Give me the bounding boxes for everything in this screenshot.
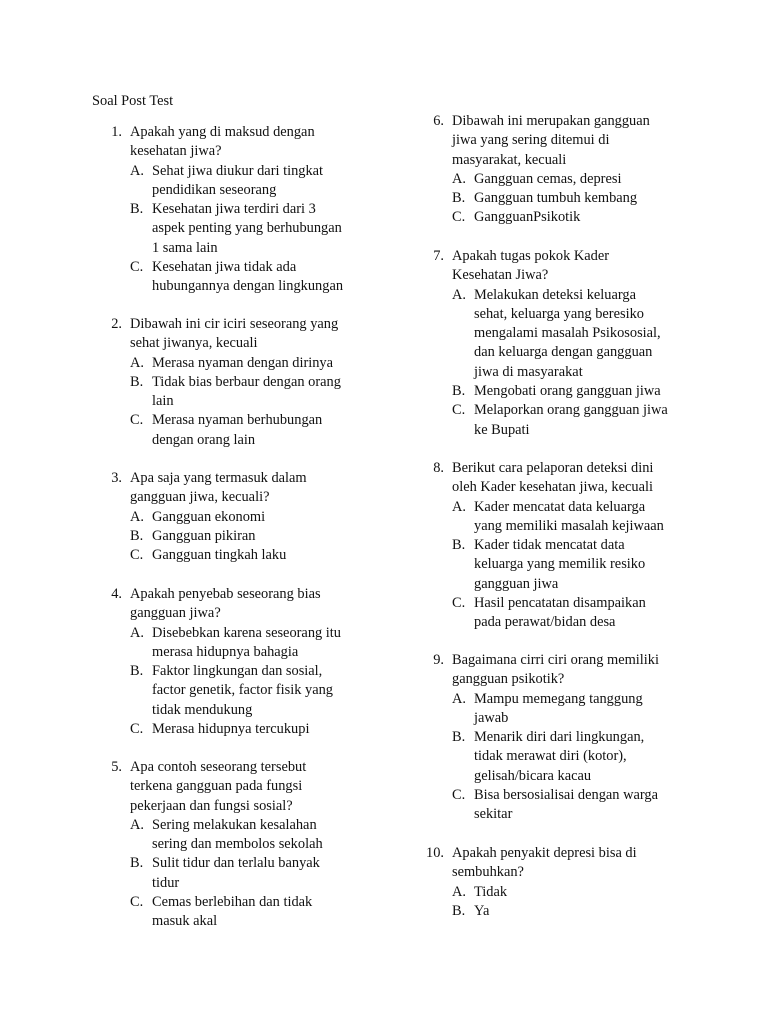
- question-text-line: pekerjaan dan fungsi sosial?: [130, 797, 293, 814]
- option-letter: A.: [452, 286, 466, 303]
- option-text-line: pendidikan seseorang: [152, 181, 277, 198]
- option-text: [474, 498, 664, 537]
- answer-options: [452, 498, 664, 633]
- option-text: [474, 883, 637, 902]
- answer-option: [452, 382, 668, 401]
- question-text-line: terkena gangguan pada fungsi: [130, 778, 303, 795]
- option-text: [152, 816, 323, 855]
- option-text-line: Tidak: [474, 883, 508, 900]
- answer-option: [452, 728, 659, 786]
- option-letter: C.: [130, 894, 144, 911]
- option-text-line: sehat, keluarga yang beresiko: [474, 305, 644, 322]
- option-letter: C.: [452, 402, 466, 419]
- option-text: [152, 546, 307, 565]
- option-letter: A.: [452, 690, 466, 707]
- answer-option: [130, 662, 341, 720]
- option-letter: B.: [452, 383, 466, 400]
- question-text: [130, 469, 307, 508]
- option-text-line: Disebebkan karena seseorang itu: [152, 624, 342, 641]
- option-letter: A.: [130, 354, 144, 371]
- answer-options: [130, 624, 341, 740]
- option-text-line: Hasil pencatatan disampaikan: [474, 595, 646, 612]
- option-text: [474, 690, 659, 729]
- option-text-line: Mampu memegang tanggung: [474, 690, 643, 707]
- answer-option: [130, 527, 307, 546]
- option-text-line: GangguanPsikotik: [474, 209, 581, 226]
- option-text-line: Melakukan deteksi keluarga: [474, 286, 636, 303]
- answer-option: [452, 902, 637, 921]
- option-text: [152, 411, 341, 450]
- option-letter: B.: [130, 373, 144, 390]
- option-text-line: tidak mendukung: [152, 701, 253, 718]
- option-text-line: Ya: [474, 902, 490, 919]
- option-text-line: Merasa nyaman dengan dirinya: [152, 354, 334, 371]
- question-text: [452, 247, 668, 286]
- option-text-line: Gangguan pikiran: [152, 527, 256, 544]
- option-text-line: masuk akal: [152, 913, 218, 930]
- option-text-line: 1 sama lain: [152, 239, 218, 256]
- option-text: [152, 258, 343, 297]
- option-text: [474, 189, 650, 208]
- question-number: 8.: [433, 460, 444, 476]
- question-10: [414, 844, 637, 921]
- question-text-line: gangguan psikotik?: [452, 671, 565, 688]
- option-text-line: dan keluarga dengan gangguan: [474, 344, 653, 361]
- question-text: [452, 844, 637, 883]
- option-text-line: hubungannya dengan lingkungan: [152, 278, 344, 295]
- option-letter: B.: [452, 729, 466, 746]
- answer-option: [130, 854, 323, 893]
- option-letter: C.: [130, 547, 144, 564]
- question-number: 10.: [426, 845, 444, 861]
- option-text-line: keluarga yang memilik resiko: [474, 556, 646, 573]
- question-number: 7.: [433, 248, 444, 264]
- option-text-line: tidur: [152, 874, 180, 891]
- question-1: [92, 123, 343, 297]
- question-text: [130, 585, 341, 624]
- option-text: [152, 373, 341, 412]
- option-text-line: Gangguan tumbuh kembang: [474, 190, 638, 207]
- answer-options: [130, 816, 323, 932]
- option-text: [474, 786, 659, 825]
- question-text-line: sehat jiwanya, kecuali: [130, 335, 258, 352]
- page-title: Soal Post Test: [92, 93, 174, 109]
- option-text-line: Kader mencatat data keluarga: [474, 498, 646, 515]
- answer-option: [130, 508, 307, 527]
- option-letter: A.: [130, 162, 144, 179]
- answer-options: [452, 883, 637, 922]
- option-text-line: Kesehatan jiwa tidak ada: [152, 259, 297, 276]
- question-text-line: Dibawah ini merupakan gangguan: [452, 113, 650, 129]
- option-letter: B.: [130, 527, 144, 544]
- answer-option: [130, 354, 341, 373]
- option-text-line: sering dan membolos sekolah: [152, 836, 323, 853]
- answer-option: [130, 162, 343, 201]
- option-text-line: Sehat jiwa diukur dari tingkat: [152, 162, 324, 179]
- question-number: 4.: [111, 586, 122, 602]
- answer-option: [130, 373, 341, 412]
- question-text-line: Apakah penyebab seseorang bias: [130, 586, 321, 602]
- option-text-line: factor genetik, factor fisik yang: [152, 682, 334, 699]
- option-text-line: Sulit tidur dan terlalu banyak: [152, 855, 320, 872]
- answer-options: [130, 162, 343, 297]
- option-text-line: Gangguan ekonomi: [152, 508, 266, 525]
- answer-option: [452, 401, 668, 440]
- option-letter: A.: [452, 498, 466, 515]
- answer-options: [130, 508, 307, 566]
- option-text: [474, 208, 650, 227]
- option-text-line: Tidak bias berbaur dengan orang: [152, 373, 341, 390]
- option-letter: A.: [130, 624, 144, 641]
- answer-option: [452, 883, 637, 902]
- option-text: [474, 382, 668, 401]
- option-text-line: gelisah/bicara kacau: [474, 767, 592, 784]
- option-letter: B.: [452, 902, 466, 919]
- question-text-line: sembuhkan?: [452, 864, 524, 881]
- option-letter: C.: [452, 209, 466, 226]
- answer-option: [452, 690, 659, 729]
- question-text-line: gangguan jiwa, kecuali?: [130, 489, 270, 506]
- question-5: [92, 758, 323, 932]
- option-text: [152, 854, 323, 893]
- option-letter: B.: [452, 537, 466, 554]
- answer-option: [130, 816, 323, 855]
- option-text: [152, 527, 307, 546]
- option-letter: C.: [130, 412, 144, 429]
- question-text: [130, 315, 341, 354]
- question-text-line: kesehatan jiwa?: [130, 143, 222, 160]
- option-text: [474, 170, 650, 189]
- option-letter: B.: [452, 190, 466, 207]
- option-text-line: aspek penting yang berhubungan: [152, 220, 342, 237]
- option-text: [152, 200, 343, 258]
- answer-option: [452, 786, 659, 825]
- answer-option: [130, 624, 341, 663]
- option-text-line: Bisa bersosialisai dengan warga: [474, 787, 658, 804]
- option-letter: A.: [130, 816, 144, 833]
- question-text: [452, 651, 659, 690]
- option-text-line: Gangguan cemas, depresi: [474, 170, 622, 187]
- answer-options: [452, 286, 668, 440]
- option-text: [152, 624, 341, 663]
- answer-option: [130, 200, 343, 258]
- option-text-line: Kader tidak mencatat data: [474, 537, 625, 554]
- question-text-line: Apakah tugas pokok Kader: [452, 248, 610, 264]
- option-text: [152, 162, 343, 201]
- option-text-line: ke Bupati: [474, 421, 530, 438]
- question-number: 5.: [111, 759, 122, 775]
- question-number: 9.: [433, 652, 444, 668]
- question-number: 6.: [433, 113, 444, 129]
- option-letter: A.: [452, 170, 466, 187]
- question-text: [130, 123, 343, 162]
- question-7: [414, 247, 668, 440]
- option-text-line: jawab: [474, 709, 509, 726]
- option-letter: C.: [452, 787, 466, 804]
- answer-option: [130, 546, 307, 565]
- answer-option: [452, 286, 668, 382]
- answer-option: [452, 189, 650, 208]
- question-text-line: Apakah penyakit depresi bisa di: [452, 845, 637, 861]
- option-letter: C.: [130, 259, 144, 276]
- question-number: 1.: [111, 124, 122, 140]
- question-text: [130, 758, 323, 816]
- option-text-line: lain: [152, 393, 174, 410]
- answer-options: [452, 690, 659, 825]
- question-number: 3.: [111, 470, 122, 486]
- question-text-line: jiwa yang sering ditemui di: [452, 132, 610, 149]
- option-letter: B.: [130, 663, 144, 680]
- option-text-line: Sering melakukan kesalahan: [152, 816, 317, 833]
- option-text-line: pada perawat/bidan desa: [474, 614, 616, 631]
- option-text-line: Merasa hidupnya tercukupi: [152, 721, 310, 738]
- option-text-line: dengan orang lain: [152, 431, 256, 448]
- question-4: [92, 585, 341, 739]
- option-text: [474, 902, 637, 921]
- question-9: [414, 651, 659, 825]
- question-text-line: masyarakat, kecuali: [452, 151, 567, 168]
- option-text-line: Menarik diri dari lingkungan,: [474, 729, 645, 746]
- answer-option: [452, 208, 650, 227]
- option-text: [474, 728, 659, 786]
- option-text-line: tidak merawat diri (kotor),: [474, 748, 627, 765]
- question-8: [414, 459, 664, 633]
- option-text: [474, 401, 668, 440]
- option-letter: C.: [452, 595, 466, 612]
- option-text: [474, 286, 668, 382]
- option-text-line: yang memiliki masalah kejiwaan: [474, 517, 664, 534]
- option-text-line: Mengobati orang gangguan jiwa: [474, 383, 661, 400]
- option-text-line: sekitar: [474, 806, 513, 823]
- question-3: [92, 469, 307, 565]
- question-text-line: Apa contoh seseorang tersebut: [130, 759, 307, 775]
- question-6: [414, 112, 650, 228]
- question-number: 2.: [111, 316, 122, 332]
- option-text: [152, 893, 323, 932]
- question-text-line: Kesehatan Jiwa?: [452, 267, 549, 284]
- option-text: [152, 720, 341, 739]
- option-letter: B.: [130, 855, 144, 872]
- option-letter: A.: [452, 883, 466, 900]
- question-2: [92, 315, 341, 450]
- option-text-line: Cemas berlebihan dan tidak: [152, 894, 313, 911]
- option-text-line: Faktor lingkungan dan sosial,: [152, 663, 323, 680]
- option-text-line: Gangguan tingkah laku: [152, 547, 287, 564]
- question-text-line: Dibawah ini cir iciri seseorang yang: [130, 316, 339, 332]
- answer-options: [452, 170, 650, 228]
- question-text-line: Apa saja yang termasuk dalam: [130, 470, 307, 486]
- option-text: [152, 508, 307, 527]
- option-text: [152, 354, 341, 373]
- answer-option: [130, 720, 341, 739]
- option-text: [474, 594, 664, 633]
- answer-option: [130, 258, 343, 297]
- question-text-line: Apakah yang di maksud dengan: [130, 124, 315, 140]
- question-text-line: Berikut cara pelaporan deteksi dini: [452, 460, 654, 476]
- option-text-line: Kesehatan jiwa terdiri dari 3: [152, 201, 316, 218]
- answer-option: [452, 498, 664, 537]
- question-text-line: gangguan jiwa?: [130, 605, 221, 622]
- option-text-line: Merasa nyaman berhubungan: [152, 412, 323, 429]
- option-text: [152, 662, 341, 720]
- question-text: [452, 459, 664, 498]
- option-letter: C.: [130, 721, 144, 738]
- option-letter: B.: [130, 201, 144, 218]
- answer-option: [452, 594, 664, 633]
- option-letter: A.: [130, 508, 144, 525]
- option-text-line: gangguan jiwa: [474, 575, 559, 592]
- option-text-line: jiwa di masyarakat: [474, 363, 583, 380]
- answer-options: [130, 354, 341, 450]
- option-text: [474, 536, 664, 594]
- answer-option: [130, 411, 341, 450]
- answer-option: [452, 536, 664, 594]
- question-text: [452, 112, 650, 170]
- question-text-line: Bagaimana cirri ciri orang memiliki: [452, 652, 659, 668]
- answer-option: [452, 170, 650, 189]
- option-text-line: mengalami masalah Psikososial,: [474, 325, 661, 342]
- answer-option: [130, 893, 323, 932]
- question-text-line: oleh Kader kesehatan jiwa, kecuali: [452, 479, 653, 496]
- option-text-line: Melaporkan orang gangguan jiwa: [474, 402, 668, 419]
- option-text-line: merasa hidupnya bahagia: [152, 643, 299, 660]
